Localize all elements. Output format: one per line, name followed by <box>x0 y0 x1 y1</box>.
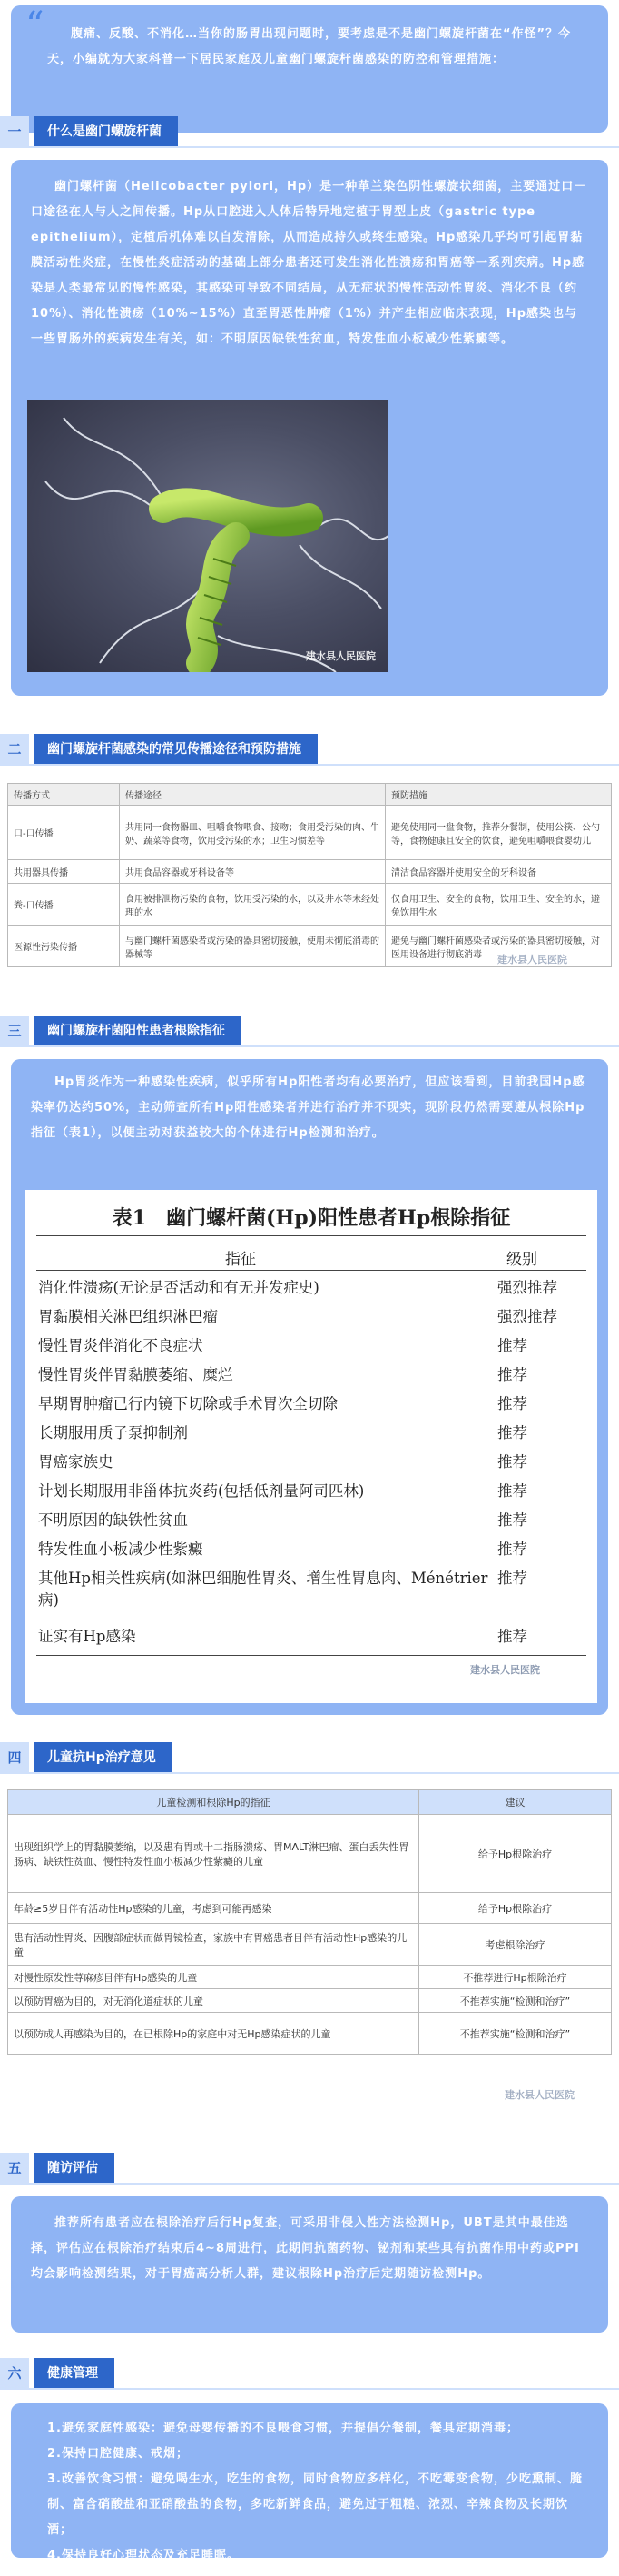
section-number: 六 <box>0 2358 29 2389</box>
column-header-level: 级别 <box>506 1251 537 1269</box>
table-row: 年龄≥5岁目伴有活动性Hp感染的儿童，考虑到可能再感染 给予Hp根除治疗 <box>8 1893 612 1924</box>
section-title: 健康管理 <box>34 2358 114 2389</box>
health-item: 4.保持良好心理状态及充足睡眠。 <box>47 2549 240 2562</box>
section-number: 三 <box>0 1016 29 1046</box>
section-number: 四 <box>0 1742 29 1773</box>
section-title: 随访评估 <box>34 2153 114 2184</box>
intro-card <box>11 5 608 133</box>
section5-card <box>11 2196 608 2333</box>
section1-text: 幽门螺杆菌（Helicobacter pylori，Hp）是一种革兰染色阴性螺旋状细菌，主要通过口－口途径在人与人之间传播。Hp从口腔进入人体后特异地定植于胃型上皮（gastric type epithelium），定植后机体难以自发清除，从而造成持久或终生感染。Hp感染几乎均可引起胃黏膜活动性炎症，在慢性炎症活动的基础上部分患者还可发生消化性溃疡和胃癌等一系列疾病。Hp感染是人类最常见的慢性感染，其感染可导致不同结局，从无症状的慢性活动性胃炎、消化不良（约10%）、消化性溃疡（10%~15%）直至胃恶性肿瘤（1%）并产生相应临床表现，Hp感染也与一些胃肠外的疾病发生有关，如：不明原因缺铁性贫血，特发性血小板减少性紫癜等。 <box>31 180 587 346</box>
indication-table: 表1 幽门螺杆菌(Hp)阳性患者Hp根除指征 指征 级别 消化性溃疡(无论是否活动和有无并发症史) 强烈推荐 胃黏膜相关淋巴组织淋巴瘤 强烈推荐 慢性胃炎伴消化不良症状 推荐 慢性胃炎伴胃黏膜萎缩、糜烂 推荐 早期胃肿瘤已行内镜下切除或手术胃次全切除 推荐 长期服用质子泵抑制剂 推荐 胃癌家族史 推荐 计划长期服用非甾体抗炎药(包括低剂量阿司匹林) 推荐 不明原因的缺铁性贫血 推荐 特发性血小板减少性紫癜 推荐 其他Hp相关性疾病(如淋巴细胞性胃炎、增生性胃息肉、Ménétrier病) 推荐 证实有Hp感染 推荐 建水县人民医院 <box>25 1190 597 1703</box>
section-header-4 <box>0 1742 619 1773</box>
health-item: 3.改善饮食习惯：避免喝生水，吃生的食物，同时食物应多样化，不吃霉变食物，少吃熏制、腌制、富含硝酸盐和亚硝酸盐的食物，多吃新鲜食品，避免过于粗糙、浓烈、辛辣食物及长期饮酒； <box>47 2472 583 2537</box>
table-header-row: 儿童检测和根除Hp的指征 建议 <box>8 1790 612 1815</box>
section-header-1 <box>0 116 619 147</box>
table-row: 以预防成人再感染为目的，在已根除Hp的家庭中对无Hp感染症状的儿童 不推荐实施“检测和治疗” <box>8 2013 612 2055</box>
section-title: 儿童抗Hp治疗意见 <box>34 1742 172 1773</box>
watermark: 建水县人民医院 <box>505 2089 575 2101</box>
children-hp-table <box>7 1789 612 2055</box>
intro-text: 腹痛、反酸、不消化…当你的肠胃出现问题时，要考虑是不是幽门螺旋杆菌在“作怪”？今天，小编就为大家科普一下居民家庭及儿童幽门螺旋杆菌感染的防控和管理措施： <box>47 27 572 66</box>
health-item: 2.保持口腔健康、戒烟； <box>47 2447 189 2461</box>
section3-text: Hp胃炎作为一种感染性疾病，似乎所有Hp阳性者均有必要治疗，但应该看到，目前我国Hp感染率仍达约50%，主动筛查所有Hp阳性感染者并进行治疗并不现实，现阶段仍然需要遵从根除Hp指征（表1），以便主动对获益较大的个体进行Hp检测和治疗。 <box>31 1075 585 1140</box>
table-row: 口-口传播 共用同一食物器皿、咀嚼食物喂食、接吻；食用受污染的肉、牛奶、蔬菜等食物，饮用受污染的水；卫生习惯差等 避免使用同一盘食物，推荐分餐制，使用公筷、公勺等，食物健康且安全的饮食，避免咀嚼喂食婴幼儿 <box>8 806 612 860</box>
table-row: 对慢性原发性荨麻疹目伴有Hp感染的儿童 不推荐进行Hp根除治疗 <box>8 1966 612 1989</box>
table-row: 患有活动性胃炎、因腹部症状而做胃镜检查，家族中有胃癌患者目伴有活动性Hp感染的儿童 考虑根除治疗 <box>8 1924 612 1966</box>
table-row: 粪-口传播 食用被排泄物污染的食物，饮用受污染的水，以及井水等未经处理的水 仅食用卫生、安全的食物，饮用卫生、安全的水，避免饮用生水 <box>8 884 612 926</box>
section-title: 幽门螺旋杆菌阳性患者根除指征 <box>34 1016 241 1046</box>
transmission-table <box>7 783 612 967</box>
table-row: 以预防胃癌为目的，对无消化道症状的儿童 不推荐实施“检测和治疗” <box>8 1989 612 2013</box>
column-header-indication: 指征 <box>225 1251 256 1269</box>
helicobacter-photo <box>27 400 388 672</box>
section-header-6 <box>0 2358 619 2389</box>
quote-mark-icon: “ <box>25 5 44 46</box>
section-title: 幽门螺旋杆菌感染的常见传播途径和预防措施 <box>34 734 318 765</box>
table-row: 出现组织学上的胃黏膜萎缩，以及患有胃或十二指肠溃疡、胃MALT淋巴瘤、蛋白丢失性胃肠病、缺铁性贫血、慢性特发性血小板减少性紫癜的儿童 给予Hp根除治疗 <box>8 1815 612 1893</box>
section5-text: 推荐所有患者应在根除治疗后行Hp复查，可采用非侵入性方法检测Hp，UBT是其中最佳选择，评估应在根除治疗结束后4~8周进行，此期间抗菌药物、铋剂和某些具有抗菌作用中药或PPI均会影响检测结果，对于胃癌高分析人群，建议根除Hp治疗后定期随访检测Hp。 <box>31 2216 580 2281</box>
bacteria-illustration <box>27 400 388 672</box>
watermark: 建水县人民医院 <box>306 650 376 662</box>
table-row: 医源性污染传播 与幽门螺杆菌感染者或污染的器具密切接触，使用未彻底消毒的器械等 避免与幽门螺杆菌感染者或污染的器具密切接触，对医用设备进行彻底消毒 <box>8 926 612 967</box>
table-row: 共用器具传播 共用食品容器或牙科设备等 清洁食品容器并使用安全的牙科设备 <box>8 860 612 884</box>
section6-card <box>11 2403 608 2562</box>
health-item: 1.避免家庭性感染：避免母婴传播的不良喂食习惯，并提倡分餐制，餐具定期消毒； <box>47 2422 519 2435</box>
section-number: 二 <box>0 734 29 765</box>
section-header-5 <box>0 2153 619 2184</box>
section-header-3 <box>0 1016 619 1046</box>
section-number: 五 <box>0 2153 29 2184</box>
watermark: 建水县人民医院 <box>497 954 567 966</box>
section-number: 一 <box>0 116 29 147</box>
section-title: 什么是幽门螺旋杆菌 <box>34 116 178 147</box>
section-header-2 <box>0 734 619 765</box>
watermark: 建水县人民医院 <box>470 1664 540 1676</box>
table-title: 表1 幽门螺杆菌(Hp)阳性患者Hp根除指征 <box>112 1206 511 1230</box>
table-header-row: 传播方式 传播途径 预防措施 <box>8 784 612 806</box>
